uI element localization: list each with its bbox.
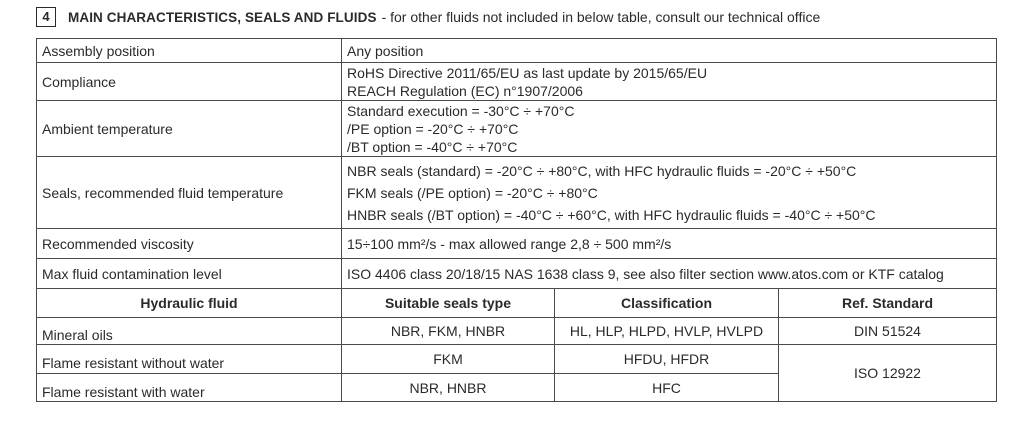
section-note: - for other fluids not included in below table, consult our technical office <box>381 9 821 25</box>
classification: HFC <box>555 374 779 402</box>
header-classification: Classification <box>555 289 779 318</box>
table-row <box>37 229 997 259</box>
row-value: Standard execution = -30°C ÷ +70°C /PE option = -20°C ÷ +70°C /BT option = -40°C ÷ +70°C <box>342 101 997 157</box>
seals-type: NBR, FKM, HNBR <box>342 318 555 345</box>
section-number: 4 <box>36 7 56 27</box>
table-row <box>37 63 997 101</box>
header-seals-type: Suitable seals type <box>342 289 555 318</box>
row-label: Assembly position <box>37 39 342 63</box>
row-value: Any position <box>342 39 997 63</box>
classification: HL, HLP, HLPD, HVLP, HVLPD <box>555 318 779 345</box>
row-value: NBR seals (standard) = -20°C ÷ +80°C, with HFC hydraulic fluids = -20°C ÷ +50°C FKM seals (/PE option) = -20°C ÷ +80°C HNBR seals (/BT option) = -40°C ÷ +60°C, with HFC hydraulic fluids = -40°C ÷ +50°C <box>342 157 997 229</box>
section-title: MAIN CHARACTERISTICS, SEALS AND FLUIDS <box>68 9 377 25</box>
table-row <box>37 39 997 63</box>
header-hydraulic-fluid: Hydraulic fluid <box>37 289 342 318</box>
ref-standard: ISO 12922 <box>779 345 997 402</box>
classification: HFDU, HFDR <box>555 345 779 374</box>
ref-standard: DIN 51524 <box>779 318 997 345</box>
row-label: Recommended viscosity <box>37 229 342 259</box>
row-value: 15÷100 mm²/s - max allowed range 2,8 ÷ 500 mm²/s <box>342 229 997 259</box>
row-label: Seals, recommended fluid temperature <box>37 157 342 229</box>
characteristics-table <box>36 38 997 402</box>
fluid-name: Flame resistant with water <box>37 374 342 402</box>
table-row <box>37 157 997 229</box>
seals-type: FKM <box>342 345 555 374</box>
table-row <box>37 101 997 157</box>
fluid-name: Flame resistant without water <box>37 345 342 374</box>
fluid-name: Mineral oils <box>37 318 342 345</box>
section-header <box>36 6 820 28</box>
row-label: Max fluid contamination level <box>37 259 342 289</box>
row-label: Compliance <box>37 63 342 101</box>
table-row <box>37 259 997 289</box>
row-value: RoHS Directive 2011/65/EU as last update by 2015/65/EU REACH Regulation (EC) n°1907/2006 <box>342 63 997 101</box>
header-ref-standard: Ref. Standard <box>779 289 997 318</box>
row-value: ISO 4406 class 20/18/15 NAS 1638 class 9, see also filter section www.atos.com or KTF catalog <box>342 259 997 289</box>
seals-type: NBR, HNBR <box>342 374 555 402</box>
table-row <box>37 318 997 345</box>
fluid-table-header <box>37 289 997 318</box>
row-label: Ambient temperature <box>37 101 342 157</box>
table-row <box>37 345 997 374</box>
